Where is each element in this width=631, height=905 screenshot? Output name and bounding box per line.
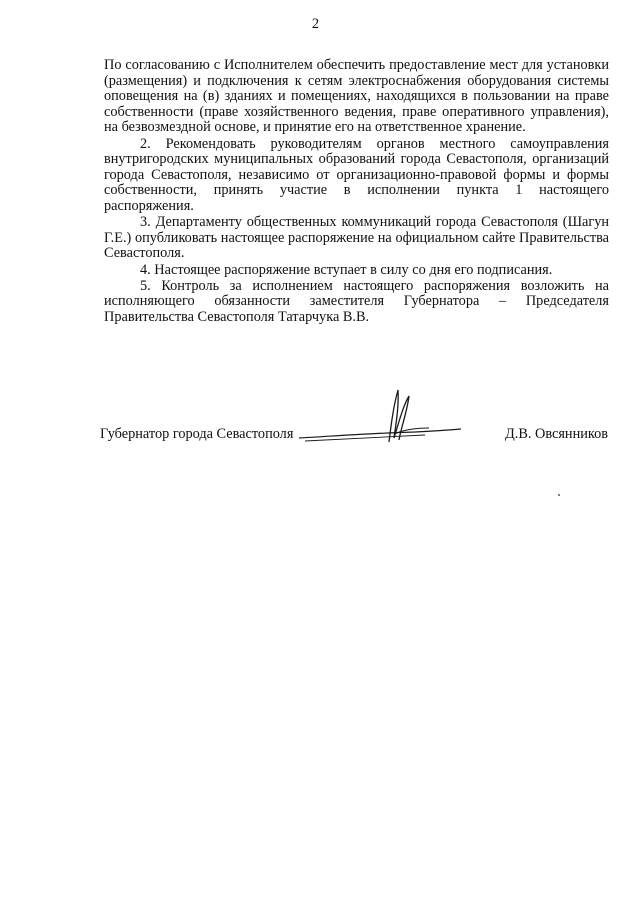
document-body (104, 58, 609, 326)
paragraph-item-4: 4. Настоящее распоряжение вступает в силу со дня его подписания. (140, 261, 553, 278)
paragraph-item-2: 2. Рекомендовать руководителям органов местного самоуправления внутригородских муниципальных образований города Севастополя, организаций города Севастополя, независимо от организационно-правовой формы и формы собственности, принять участие в исполнении пункта 1 настоящего распоряжения. (104, 135, 609, 214)
signatory-title: Губернатор города Севастополя (100, 426, 294, 442)
paragraph-item-5: 5. Контроль за исполнением настоящего распоряжения возложить на исполняющего обязанности заместителя Губернатора – Председателя Правительства Севастополя Татарчука В.В. (104, 277, 609, 325)
paragraph-continuation: По согласованию с Исполнителем обеспечить предоставление мест для установки (размещения) и подключения к сетям электроснабжения оборудования системы оповещения на (в) зданиях и помещениях, находящихся в пользовании на праве собственности (праве хозяйственного ведения, праве оперативного управления), на безвозмездной основе, и принятие его на ответственное хранение. (104, 57, 609, 136)
paragraph-item-3: 3. Департаменту общественных коммуникаций города Севастополя (Шагун Г.Е.) опубликовать настоящее распоряжение на официальном сайте Правительства Севастополя. (104, 214, 609, 262)
signature-block (100, 426, 608, 446)
signatory-name: Д.В. Овсянников (505, 426, 608, 442)
handwritten-signature (295, 386, 465, 452)
page-number: 2 (311, 16, 320, 32)
scan-speck (558, 494, 560, 496)
